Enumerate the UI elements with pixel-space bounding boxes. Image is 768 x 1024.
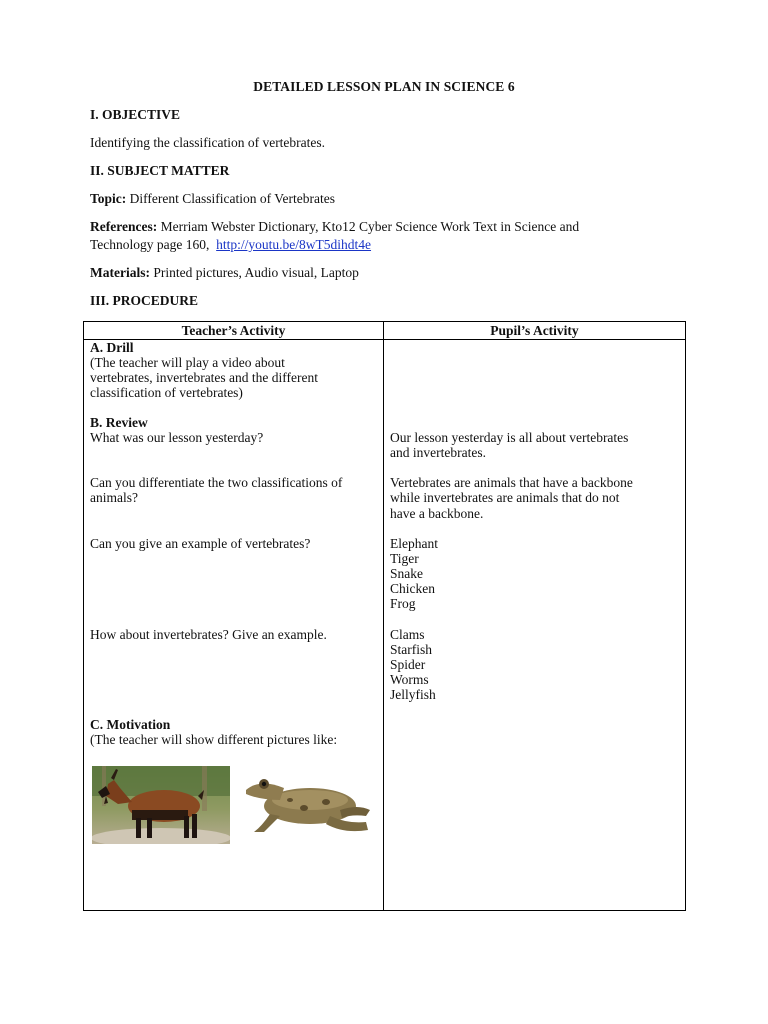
answer-1: Our lesson yesterday is all about vertebrates bbox=[390, 430, 629, 445]
answer-2: have a backbone. bbox=[390, 506, 484, 521]
answer-2: Vertebrates are animals that have a backbone bbox=[390, 475, 633, 490]
pupil-activity-header: Pupil’s Activity bbox=[384, 322, 686, 340]
references-text-1: Merriam Webster Dictionary, Kto12 Cyber Science Work Text in Science and bbox=[160, 219, 580, 234]
frog-photo bbox=[240, 770, 374, 844]
materials-label: Materials: bbox=[90, 265, 150, 280]
teacher-activity-header: Teacher’s Activity bbox=[84, 322, 384, 340]
objective-text: Identifying the classification of vertebrates. bbox=[90, 135, 326, 150]
pupil-activity-cell bbox=[384, 340, 686, 911]
references-line-1 bbox=[90, 219, 579, 235]
invertebrate-example: Starfish bbox=[390, 642, 432, 657]
goat-photo bbox=[92, 766, 230, 844]
motivation-heading: C. Motivation bbox=[90, 717, 171, 732]
procedure-table bbox=[83, 321, 686, 911]
references-line-2 bbox=[90, 237, 371, 253]
materials-line bbox=[90, 265, 359, 281]
answer-2: while invertebrates are animals that do not bbox=[390, 490, 620, 505]
motivation-text: (The teacher will show different pictures like: bbox=[90, 732, 338, 747]
drill-line: vertebrates, invertebrates and the different bbox=[90, 370, 319, 385]
review-question-2: Can you differentiate the two classifications of bbox=[90, 475, 343, 490]
review-question-2: animals? bbox=[90, 490, 138, 505]
objective-heading: I. OBJECTIVE bbox=[90, 107, 181, 122]
invertebrate-example: Clams bbox=[390, 627, 425, 642]
review-heading: B. Review bbox=[90, 415, 148, 430]
invertebrate-example: Jellyfish bbox=[390, 687, 436, 702]
invertebrate-example: Worms bbox=[390, 672, 429, 687]
invertebrate-example: Spider bbox=[390, 657, 426, 672]
teacher-activity-cell bbox=[84, 340, 384, 911]
drill-line: (The teacher will play a video about bbox=[90, 355, 285, 370]
references-label: References: bbox=[90, 219, 158, 234]
vertebrate-example: Snake bbox=[390, 566, 423, 581]
drill-line: classification of vertebrates) bbox=[90, 385, 243, 400]
drill-heading: A. Drill bbox=[90, 340, 134, 355]
topic-line bbox=[90, 191, 335, 207]
references-text-2: Technology page 160, bbox=[90, 237, 210, 252]
subject-matter-heading: II. SUBJECT MATTER bbox=[90, 163, 230, 178]
document-title: DETAILED LESSON PLAN IN SCIENCE 6 bbox=[253, 79, 515, 94]
topic-value: Different Classification of Vertebrates bbox=[129, 191, 335, 206]
answer-1: and invertebrates. bbox=[390, 445, 486, 460]
topic-label: Topic: bbox=[90, 191, 127, 206]
procedure-heading: III. PROCEDURE bbox=[90, 293, 199, 308]
materials-value: Printed pictures, Audio visual, Laptop bbox=[153, 265, 359, 280]
review-question-3: Can you give an example of vertebrates? bbox=[90, 536, 311, 551]
vertebrate-example: Elephant bbox=[390, 536, 438, 551]
review-question-1: What was our lesson yesterday? bbox=[90, 430, 264, 445]
vertebrate-example: Chicken bbox=[390, 581, 435, 596]
references-video-link[interactable]: http://youtu.be/8wT5dihdt4e bbox=[216, 237, 372, 252]
review-question-4: How about invertebrates? Give an example. bbox=[90, 627, 327, 642]
vertebrate-example: Frog bbox=[390, 596, 416, 611]
vertebrate-example: Tiger bbox=[390, 551, 419, 566]
